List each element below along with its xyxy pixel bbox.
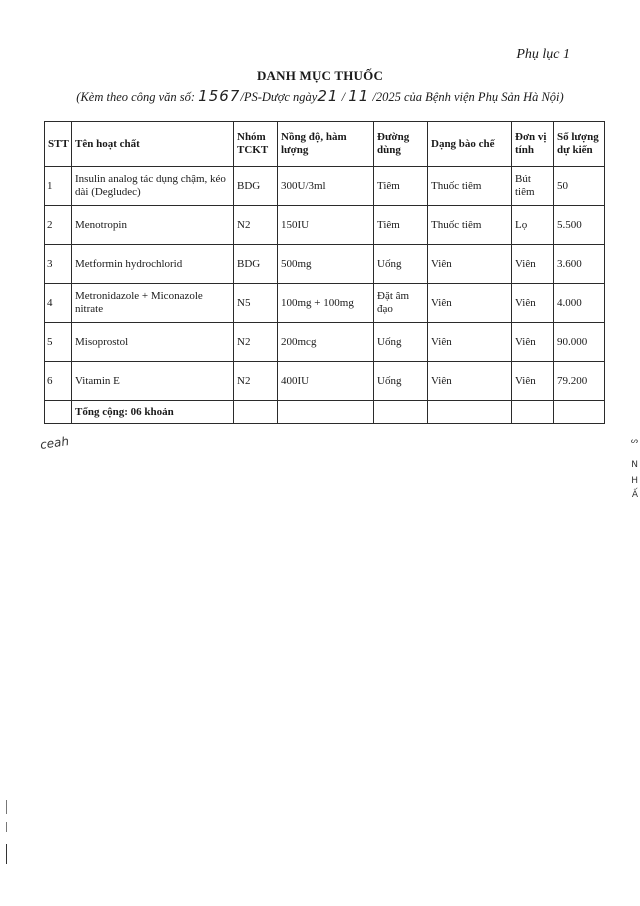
cell-unit: Viên (512, 284, 554, 323)
drug-list-table (44, 121, 605, 424)
table-row (45, 245, 605, 284)
cell-name: Insulin analog tác dụng chậm, kéo dài (Degludec) (72, 167, 234, 206)
cell-group: BDG (234, 167, 278, 206)
total-empty-cell (234, 401, 278, 424)
cell-stt: 5 (45, 323, 72, 362)
cell-route: Tiêm (374, 206, 428, 245)
cell-group: BDG (234, 245, 278, 284)
date-separator: / (341, 90, 346, 104)
cell-name: Metformin hydrochlorid (72, 245, 234, 284)
total-stt-cell (45, 401, 72, 424)
cell-form: Viên (428, 323, 512, 362)
cell-unit: Viên (512, 245, 554, 284)
handwritten-month: 11 (348, 87, 370, 105)
appendix-label: Phụ lục 1 (516, 47, 570, 62)
cell-qty: 4.000 (554, 284, 605, 323)
document-title: DANH MỤC THUỐC (256, 68, 384, 83)
subtitle-suffix: /2025 của Bệnh viện Phụ Sản Hà Nội) (372, 90, 564, 104)
cell-strength: 300U/3ml (278, 167, 374, 206)
handwritten-initials: ceah (39, 434, 70, 452)
total-empty-cell (374, 401, 428, 424)
total-empty-cell (278, 401, 374, 424)
table-row (45, 362, 605, 401)
stamp-letter: Ấ (631, 490, 638, 500)
column-header: Dạng bào chế (428, 122, 512, 167)
cell-route: Uống (374, 362, 428, 401)
column-header: STT (45, 122, 72, 167)
cell-route: Uống (374, 323, 428, 362)
column-header: Nồng độ, hàm lượng (278, 122, 374, 167)
cell-stt: 3 (45, 245, 72, 284)
cell-form: Viên (428, 284, 512, 323)
stamp-stroke: ᔕ (630, 436, 638, 445)
cell-strength: 400IU (278, 362, 374, 401)
table-row (45, 323, 605, 362)
cell-group: N2 (234, 206, 278, 245)
scan-mark (6, 800, 7, 814)
cell-unit: Viên (512, 362, 554, 401)
cell-strength: 200mcg (278, 323, 374, 362)
table-row (45, 284, 605, 323)
cell-form: Thuốc tiêm (428, 167, 512, 206)
cell-qty: 90.000 (554, 323, 605, 362)
cell-strength: 150IU (278, 206, 374, 245)
cell-stt: 1 (45, 167, 72, 206)
cell-qty: 3.600 (554, 245, 605, 284)
subtitle-prefix: (Kèm theo công văn số: (76, 90, 196, 104)
cell-route: Tiêm (374, 167, 428, 206)
document-subtitle (0, 87, 640, 105)
cell-group: N5 (234, 284, 278, 323)
cell-strength: 100mg + 100mg (278, 284, 374, 323)
cell-form: Viên (428, 362, 512, 401)
cell-group: N2 (234, 323, 278, 362)
cell-unit: Viên (512, 323, 554, 362)
cell-route: Đặt âm đạo (374, 284, 428, 323)
table-row (45, 206, 605, 245)
cell-name: Misoprostol (72, 323, 234, 362)
cell-qty: 5.500 (554, 206, 605, 245)
cell-name: Metronidazole + Miconazole nitrate (72, 284, 234, 323)
cell-group: N2 (234, 362, 278, 401)
total-label: Tổng cộng: 06 khoản (72, 401, 234, 424)
cell-route: Uống (374, 245, 428, 284)
cell-qty: 79.200 (554, 362, 605, 401)
total-empty-cell (512, 401, 554, 424)
table-row (45, 167, 605, 206)
scan-edge-marks (4, 800, 10, 870)
total-row (45, 401, 605, 424)
handwritten-day: 21 (317, 87, 339, 105)
stamp-fragment-right (626, 430, 640, 560)
table-header-row (45, 122, 605, 167)
cell-form: Thuốc tiêm (428, 206, 512, 245)
cell-name: Vitamin E (72, 362, 234, 401)
handwritten-doc-number: 1567 (198, 87, 241, 105)
cell-unit: Bút tiêm (512, 167, 554, 206)
stamp-letter: N (631, 460, 638, 470)
cell-unit: Lọ (512, 206, 554, 245)
cell-qty: 50 (554, 167, 605, 206)
column-header: Tên hoạt chất (72, 122, 234, 167)
cell-stt: 4 (45, 284, 72, 323)
scan-mark (6, 822, 7, 832)
scan-mark (6, 844, 7, 864)
cell-stt: 2 (45, 206, 72, 245)
column-header: Đường dùng (374, 122, 428, 167)
cell-strength: 500mg (278, 245, 374, 284)
column-header: Số lượng dự kiến (554, 122, 605, 167)
cell-stt: 6 (45, 362, 72, 401)
subtitle-middle: /PS-Dược ngày (240, 90, 318, 104)
column-header: Nhóm TCKT (234, 122, 278, 167)
cell-form: Viên (428, 245, 512, 284)
cell-name: Menotropin (72, 206, 234, 245)
column-header: Đơn vị tính (512, 122, 554, 167)
total-empty-cell (554, 401, 605, 424)
total-empty-cell (428, 401, 512, 424)
stamp-letter: H (631, 476, 638, 486)
